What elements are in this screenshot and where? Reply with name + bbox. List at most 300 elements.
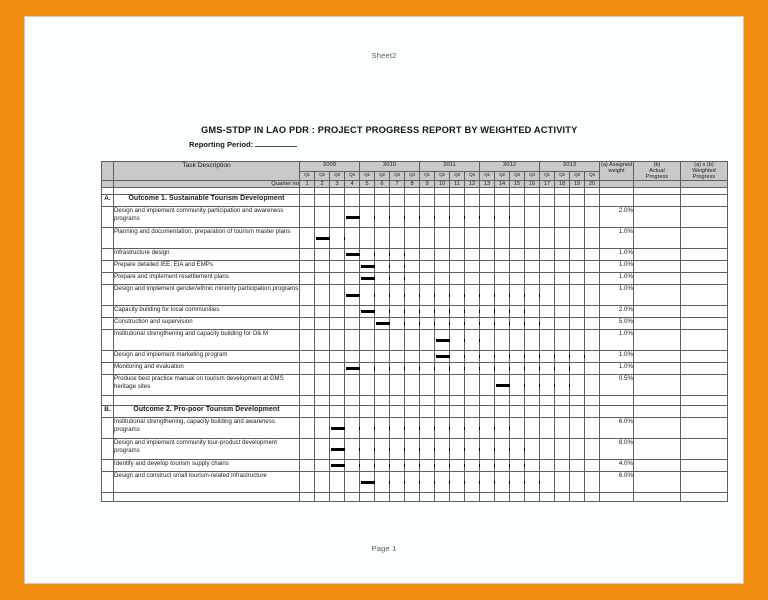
gantt-cell-q5[interactable]	[360, 439, 375, 460]
gantt-cell-q18[interactable]	[555, 207, 570, 228]
gantt-cell-q7[interactable]	[390, 472, 405, 493]
assigned-weight-cell[interactable]: 1.0%	[600, 351, 634, 363]
gantt-cell-q3[interactable]	[330, 228, 345, 249]
gantt-cell-q10[interactable]	[435, 306, 450, 318]
gantt-cell-q3[interactable]	[330, 460, 345, 472]
gantt-cell-q3[interactable]	[330, 363, 345, 375]
gantt-cell-q13[interactable]	[480, 460, 495, 472]
gantt-cell-q7[interactable]	[390, 363, 405, 375]
task-description-cell[interactable]: Design and construct small tourism-related infrastructure	[114, 472, 300, 493]
gantt-cell-q10[interactable]	[435, 472, 450, 493]
gantt-cell-q18[interactable]	[555, 472, 570, 493]
actual-progress-cell[interactable]	[634, 285, 681, 306]
gantt-cell-q12[interactable]	[465, 285, 480, 306]
gantt-cell-q15[interactable]	[510, 306, 525, 318]
gantt-cell-q7[interactable]	[390, 439, 405, 460]
gantt-cell-q9[interactable]	[420, 375, 435, 396]
gantt-cell-q4[interactable]	[345, 439, 360, 460]
gantt-cell-q16[interactable]	[525, 261, 540, 273]
gantt-cell-q7[interactable]	[390, 285, 405, 306]
gantt-cell-q13[interactable]	[480, 285, 495, 306]
gantt-cell-q1[interactable]	[300, 363, 315, 375]
gantt-cell-q9[interactable]	[420, 418, 435, 439]
gantt-cell-q15[interactable]	[510, 228, 525, 249]
gantt-cell-q16[interactable]	[525, 273, 540, 285]
gantt-cell-q20[interactable]	[585, 375, 600, 396]
task-description-cell[interactable]: Identify and develop tourism supply chains	[114, 460, 300, 472]
gantt-cell-q11[interactable]	[450, 472, 465, 493]
weighted-progress-cell[interactable]	[681, 261, 728, 273]
gantt-cell-q13[interactable]	[480, 439, 495, 460]
gantt-cell-q5[interactable]	[360, 472, 375, 493]
task-description-cell[interactable]: Design and implement community participation and awareness programs	[114, 207, 300, 228]
gantt-cell-q11[interactable]	[450, 460, 465, 472]
gantt-cell-q8[interactable]	[405, 460, 420, 472]
gantt-cell-q1[interactable]	[300, 418, 315, 439]
gantt-cell-q6[interactable]	[375, 207, 390, 228]
weighted-progress-cell[interactable]	[681, 285, 728, 306]
task-description-cell[interactable]: Capacity building for local communities	[114, 306, 300, 318]
weighted-progress-cell[interactable]	[681, 418, 728, 439]
actual-progress-cell[interactable]	[634, 273, 681, 285]
gantt-cell-q14[interactable]	[495, 207, 510, 228]
gantt-cell-q7[interactable]	[390, 351, 405, 363]
gantt-cell-q18[interactable]	[555, 330, 570, 351]
gantt-cell-q4[interactable]	[345, 351, 360, 363]
gantt-cell-q14[interactable]	[495, 472, 510, 493]
weighted-progress-cell[interactable]	[681, 439, 728, 460]
gantt-cell-q19[interactable]	[570, 460, 585, 472]
gantt-cell-q19[interactable]	[570, 375, 585, 396]
gantt-cell-q2[interactable]	[315, 351, 330, 363]
gantt-cell-q1[interactable]	[300, 472, 315, 493]
gantt-cell-q1[interactable]	[300, 330, 315, 351]
gantt-cell-q4[interactable]	[345, 249, 360, 261]
gantt-cell-q8[interactable]	[405, 439, 420, 460]
gantt-cell-q15[interactable]	[510, 472, 525, 493]
gantt-cell-q12[interactable]	[465, 351, 480, 363]
gantt-cell-q9[interactable]	[420, 472, 435, 493]
gantt-cell-q6[interactable]	[375, 318, 390, 330]
gantt-cell-q9[interactable]	[420, 460, 435, 472]
gantt-cell-q1[interactable]	[300, 460, 315, 472]
table-row[interactable]	[102, 306, 728, 318]
assigned-weight-cell[interactable]: 1.0%	[600, 249, 634, 261]
gantt-cell-q9[interactable]	[420, 439, 435, 460]
actual-progress-cell[interactable]	[634, 330, 681, 351]
actual-progress-cell[interactable]	[634, 207, 681, 228]
gantt-cell-q6[interactable]	[375, 330, 390, 351]
gantt-cell-q12[interactable]	[465, 306, 480, 318]
gantt-cell-q7[interactable]	[390, 318, 405, 330]
gantt-cell-q4[interactable]	[345, 318, 360, 330]
gantt-cell-q10[interactable]	[435, 249, 450, 261]
gantt-cell-q4[interactable]	[345, 261, 360, 273]
task-description-cell[interactable]: Institutional strengthening, capacity building and awareness programs	[114, 418, 300, 439]
gantt-cell-q15[interactable]	[510, 207, 525, 228]
gantt-cell-q11[interactable]	[450, 207, 465, 228]
gantt-cell-q4[interactable]	[345, 418, 360, 439]
assigned-weight-cell[interactable]: 0.5%	[600, 375, 634, 396]
gantt-cell-q11[interactable]	[450, 249, 465, 261]
gantt-cell-q9[interactable]	[420, 273, 435, 285]
gantt-cell-q5[interactable]	[360, 460, 375, 472]
gantt-cell-q1[interactable]	[300, 228, 315, 249]
table-row[interactable]	[102, 439, 728, 460]
gantt-cell-q7[interactable]	[390, 228, 405, 249]
gantt-cell-q16[interactable]	[525, 472, 540, 493]
gantt-cell-q8[interactable]	[405, 273, 420, 285]
gantt-cell-q15[interactable]	[510, 439, 525, 460]
gantt-cell-q19[interactable]	[570, 285, 585, 306]
gantt-cell-q5[interactable]	[360, 207, 375, 228]
gantt-cell-q16[interactable]	[525, 228, 540, 249]
gantt-cell-q10[interactable]	[435, 460, 450, 472]
gantt-cell-q14[interactable]	[495, 318, 510, 330]
gantt-cell-q2[interactable]	[315, 330, 330, 351]
assigned-weight-cell[interactable]: 6.0%	[600, 472, 634, 493]
actual-progress-cell[interactable]	[634, 228, 681, 249]
gantt-cell-q5[interactable]	[360, 261, 375, 273]
gantt-cell-q14[interactable]	[495, 460, 510, 472]
table-row[interactable]	[102, 228, 728, 249]
gantt-cell-q7[interactable]	[390, 460, 405, 472]
gantt-cell-q19[interactable]	[570, 472, 585, 493]
gantt-cell-q3[interactable]	[330, 285, 345, 306]
gantt-cell-q11[interactable]	[450, 375, 465, 396]
gantt-cell-q18[interactable]	[555, 375, 570, 396]
gantt-cell-q20[interactable]	[585, 261, 600, 273]
gantt-cell-q13[interactable]	[480, 261, 495, 273]
gantt-cell-q12[interactable]	[465, 207, 480, 228]
gantt-cell-q19[interactable]	[570, 207, 585, 228]
gantt-cell-q17[interactable]	[540, 306, 555, 318]
gantt-cell-q6[interactable]	[375, 249, 390, 261]
gantt-cell-q12[interactable]	[465, 472, 480, 493]
gantt-cell-q16[interactable]	[525, 330, 540, 351]
table-row[interactable]	[102, 261, 728, 273]
gantt-cell-q2[interactable]	[315, 439, 330, 460]
gantt-cell-q1[interactable]	[300, 207, 315, 228]
task-description-cell[interactable]: Design and implement gender/ethnic minority participation programs	[114, 285, 300, 306]
gantt-cell-q13[interactable]	[480, 351, 495, 363]
weighted-progress-cell[interactable]	[681, 375, 728, 396]
gantt-cell-q10[interactable]	[435, 418, 450, 439]
gantt-cell-q14[interactable]	[495, 330, 510, 351]
gantt-cell-q9[interactable]	[420, 207, 435, 228]
task-description-cell[interactable]: Institutional strengthening and capacity building for O& M	[114, 330, 300, 351]
actual-progress-cell[interactable]	[634, 261, 681, 273]
gantt-cell-q18[interactable]	[555, 273, 570, 285]
gantt-cell-q3[interactable]	[330, 261, 345, 273]
actual-progress-cell[interactable]	[634, 460, 681, 472]
gantt-cell-q17[interactable]	[540, 418, 555, 439]
gantt-cell-q15[interactable]	[510, 318, 525, 330]
gantt-cell-q5[interactable]	[360, 249, 375, 261]
gantt-cell-q12[interactable]	[465, 439, 480, 460]
gantt-cell-q1[interactable]	[300, 273, 315, 285]
gantt-cell-q5[interactable]	[360, 418, 375, 439]
gantt-cell-q1[interactable]	[300, 261, 315, 273]
gantt-cell-q12[interactable]	[465, 273, 480, 285]
gantt-cell-q6[interactable]	[375, 273, 390, 285]
gantt-cell-q10[interactable]	[435, 228, 450, 249]
gantt-cell-q7[interactable]	[390, 330, 405, 351]
gantt-cell-q11[interactable]	[450, 330, 465, 351]
table-row[interactable]	[102, 351, 728, 363]
gantt-cell-q19[interactable]	[570, 318, 585, 330]
assigned-weight-cell[interactable]: 1.0%	[600, 261, 634, 273]
gantt-cell-q9[interactable]	[420, 306, 435, 318]
gantt-cell-q7[interactable]	[390, 306, 405, 318]
gantt-cell-q9[interactable]	[420, 249, 435, 261]
gantt-cell-q17[interactable]	[540, 460, 555, 472]
gantt-cell-q18[interactable]	[555, 363, 570, 375]
gantt-cell-q5[interactable]	[360, 306, 375, 318]
gantt-cell-q20[interactable]	[585, 330, 600, 351]
gantt-cell-q14[interactable]	[495, 306, 510, 318]
gantt-cell-q4[interactable]	[345, 207, 360, 228]
gantt-cell-q20[interactable]	[585, 228, 600, 249]
gantt-cell-q5[interactable]	[360, 318, 375, 330]
gantt-cell-q9[interactable]	[420, 351, 435, 363]
gantt-cell-q16[interactable]	[525, 418, 540, 439]
gantt-cell-q9[interactable]	[420, 285, 435, 306]
gantt-cell-q11[interactable]	[450, 363, 465, 375]
gantt-cell-q6[interactable]	[375, 418, 390, 439]
gantt-cell-q13[interactable]	[480, 472, 495, 493]
gantt-cell-q11[interactable]	[450, 351, 465, 363]
gantt-cell-q12[interactable]	[465, 363, 480, 375]
assigned-weight-cell[interactable]: 4.0%	[600, 460, 634, 472]
gantt-cell-q8[interactable]	[405, 285, 420, 306]
gantt-cell-q4[interactable]	[345, 306, 360, 318]
gantt-cell-q15[interactable]	[510, 351, 525, 363]
gantt-cell-q12[interactable]	[465, 460, 480, 472]
gantt-cell-q8[interactable]	[405, 318, 420, 330]
gantt-cell-q7[interactable]	[390, 273, 405, 285]
gantt-cell-q19[interactable]	[570, 228, 585, 249]
assigned-weight-cell[interactable]: 1.0%	[600, 330, 634, 351]
gantt-cell-q6[interactable]	[375, 285, 390, 306]
gantt-cell-q19[interactable]	[570, 330, 585, 351]
gantt-cell-q9[interactable]	[420, 330, 435, 351]
assigned-weight-cell[interactable]: 6.0%	[600, 418, 634, 439]
task-description-cell[interactable]: Infrastructure design	[114, 249, 300, 261]
gantt-cell-q17[interactable]	[540, 375, 555, 396]
assigned-weight-cell[interactable]: 2.0%	[600, 207, 634, 228]
table-row[interactable]	[102, 472, 728, 493]
gantt-cell-q18[interactable]	[555, 351, 570, 363]
gantt-cell-q10[interactable]	[435, 330, 450, 351]
gantt-cell-q1[interactable]	[300, 318, 315, 330]
gantt-cell-q8[interactable]	[405, 306, 420, 318]
gantt-cell-q18[interactable]	[555, 418, 570, 439]
gantt-cell-q13[interactable]	[480, 306, 495, 318]
gantt-cell-q13[interactable]	[480, 207, 495, 228]
gantt-cell-q19[interactable]	[570, 249, 585, 261]
table-row[interactable]	[102, 418, 728, 439]
gantt-cell-q6[interactable]	[375, 460, 390, 472]
gantt-cell-q16[interactable]	[525, 460, 540, 472]
gantt-cell-q17[interactable]	[540, 318, 555, 330]
weighted-progress-cell[interactable]	[681, 228, 728, 249]
gantt-cell-q2[interactable]	[315, 318, 330, 330]
gantt-cell-q18[interactable]	[555, 318, 570, 330]
gantt-cell-q19[interactable]	[570, 439, 585, 460]
gantt-cell-q7[interactable]	[390, 207, 405, 228]
weighted-progress-cell[interactable]	[681, 330, 728, 351]
gantt-cell-q10[interactable]	[435, 363, 450, 375]
gantt-cell-q15[interactable]	[510, 460, 525, 472]
task-description-cell[interactable]: Produce best practice manual on tourism development at GMS heritage sites	[114, 375, 300, 396]
gantt-cell-q10[interactable]	[435, 261, 450, 273]
gantt-cell-q16[interactable]	[525, 285, 540, 306]
reporting-period-blank[interactable]	[255, 146, 297, 147]
gantt-cell-q14[interactable]	[495, 363, 510, 375]
task-description-cell[interactable]: Monitoring and evaluation	[114, 363, 300, 375]
gantt-cell-q15[interactable]	[510, 330, 525, 351]
gantt-cell-q3[interactable]	[330, 351, 345, 363]
gantt-cell-q20[interactable]	[585, 306, 600, 318]
gantt-cell-q17[interactable]	[540, 273, 555, 285]
gantt-cell-q4[interactable]	[345, 472, 360, 493]
actual-progress-cell[interactable]	[634, 418, 681, 439]
gantt-cell-q19[interactable]	[570, 306, 585, 318]
gantt-cell-q11[interactable]	[450, 439, 465, 460]
gantt-cell-q16[interactable]	[525, 306, 540, 318]
weighted-progress-cell[interactable]	[681, 351, 728, 363]
gantt-cell-q7[interactable]	[390, 375, 405, 396]
gantt-cell-q12[interactable]	[465, 249, 480, 261]
gantt-cell-q20[interactable]	[585, 472, 600, 493]
gantt-cell-q11[interactable]	[450, 285, 465, 306]
gantt-cell-q1[interactable]	[300, 306, 315, 318]
gantt-cell-q20[interactable]	[585, 363, 600, 375]
gantt-cell-q14[interactable]	[495, 351, 510, 363]
gantt-cell-q4[interactable]	[345, 228, 360, 249]
gantt-cell-q5[interactable]	[360, 375, 375, 396]
gantt-cell-q3[interactable]	[330, 439, 345, 460]
gantt-cell-q14[interactable]	[495, 249, 510, 261]
gantt-cell-q3[interactable]	[330, 306, 345, 318]
gantt-cell-q16[interactable]	[525, 439, 540, 460]
actual-progress-cell[interactable]	[634, 363, 681, 375]
gantt-cell-q5[interactable]	[360, 273, 375, 285]
gantt-cell-q4[interactable]	[345, 273, 360, 285]
weighted-progress-cell[interactable]	[681, 318, 728, 330]
gantt-cell-q1[interactable]	[300, 439, 315, 460]
gantt-cell-q14[interactable]	[495, 285, 510, 306]
gantt-cell-q14[interactable]	[495, 228, 510, 249]
gantt-cell-q11[interactable]	[450, 273, 465, 285]
gantt-cell-q10[interactable]	[435, 285, 450, 306]
table-row[interactable]	[102, 330, 728, 351]
gantt-cell-q6[interactable]	[375, 261, 390, 273]
gantt-cell-q11[interactable]	[450, 318, 465, 330]
gantt-cell-q3[interactable]	[330, 273, 345, 285]
gantt-cell-q6[interactable]	[375, 439, 390, 460]
task-description-cell[interactable]: Planning and documentation, preparation of tourism master plans	[114, 228, 300, 249]
gantt-cell-q5[interactable]	[360, 363, 375, 375]
gantt-cell-q13[interactable]	[480, 363, 495, 375]
gantt-cell-q5[interactable]	[360, 228, 375, 249]
gantt-cell-q1[interactable]	[300, 249, 315, 261]
gantt-cell-q5[interactable]	[360, 351, 375, 363]
gantt-cell-q17[interactable]	[540, 228, 555, 249]
gantt-cell-q2[interactable]	[315, 273, 330, 285]
gantt-cell-q20[interactable]	[585, 285, 600, 306]
gantt-cell-q20[interactable]	[585, 249, 600, 261]
gantt-cell-q2[interactable]	[315, 249, 330, 261]
gantt-cell-q3[interactable]	[330, 472, 345, 493]
gantt-cell-q7[interactable]	[390, 418, 405, 439]
gantt-cell-q3[interactable]	[330, 418, 345, 439]
gantt-cell-q10[interactable]	[435, 318, 450, 330]
gantt-cell-q10[interactable]	[435, 273, 450, 285]
gantt-cell-q6[interactable]	[375, 472, 390, 493]
gantt-cell-q18[interactable]	[555, 228, 570, 249]
gantt-cell-q13[interactable]	[480, 228, 495, 249]
gantt-cell-q18[interactable]	[555, 261, 570, 273]
gantt-cell-q8[interactable]	[405, 418, 420, 439]
gantt-cell-q12[interactable]	[465, 318, 480, 330]
assigned-weight-cell[interactable]: 1.0%	[600, 228, 634, 249]
gantt-cell-q14[interactable]	[495, 375, 510, 396]
gantt-cell-q9[interactable]	[420, 228, 435, 249]
gantt-cell-q13[interactable]	[480, 330, 495, 351]
gantt-cell-q12[interactable]	[465, 228, 480, 249]
gantt-cell-q8[interactable]	[405, 207, 420, 228]
table-row[interactable]	[102, 460, 728, 472]
gantt-cell-q17[interactable]	[540, 472, 555, 493]
table-row[interactable]	[102, 285, 728, 306]
gantt-cell-q16[interactable]	[525, 249, 540, 261]
table-row[interactable]	[102, 273, 728, 285]
gantt-cell-q15[interactable]	[510, 249, 525, 261]
gantt-cell-q15[interactable]	[510, 261, 525, 273]
gantt-cell-q19[interactable]	[570, 273, 585, 285]
gantt-cell-q15[interactable]	[510, 363, 525, 375]
gantt-cell-q20[interactable]	[585, 460, 600, 472]
gantt-cell-q1[interactable]	[300, 285, 315, 306]
gantt-cell-q11[interactable]	[450, 306, 465, 318]
weighted-progress-cell[interactable]	[681, 363, 728, 375]
gantt-cell-q5[interactable]	[360, 330, 375, 351]
gantt-cell-q2[interactable]	[315, 306, 330, 318]
gantt-cell-q14[interactable]	[495, 439, 510, 460]
gantt-cell-q6[interactable]	[375, 363, 390, 375]
actual-progress-cell[interactable]	[634, 249, 681, 261]
gantt-cell-q2[interactable]	[315, 261, 330, 273]
gantt-cell-q8[interactable]	[405, 363, 420, 375]
gantt-cell-q13[interactable]	[480, 249, 495, 261]
gantt-cell-q20[interactable]	[585, 273, 600, 285]
gantt-cell-q14[interactable]	[495, 273, 510, 285]
weighted-progress-cell[interactable]	[681, 273, 728, 285]
gantt-cell-q11[interactable]	[450, 228, 465, 249]
assigned-weight-cell[interactable]: 1.0%	[600, 273, 634, 285]
gantt-cell-q13[interactable]	[480, 318, 495, 330]
gantt-cell-q4[interactable]	[345, 363, 360, 375]
gantt-cell-q17[interactable]	[540, 285, 555, 306]
gantt-cell-q12[interactable]	[465, 330, 480, 351]
task-description-cell[interactable]: Construction and supervision	[114, 318, 300, 330]
gantt-cell-q18[interactable]	[555, 249, 570, 261]
weighted-progress-cell[interactable]	[681, 306, 728, 318]
gantt-cell-q20[interactable]	[585, 318, 600, 330]
gantt-cell-q8[interactable]	[405, 472, 420, 493]
